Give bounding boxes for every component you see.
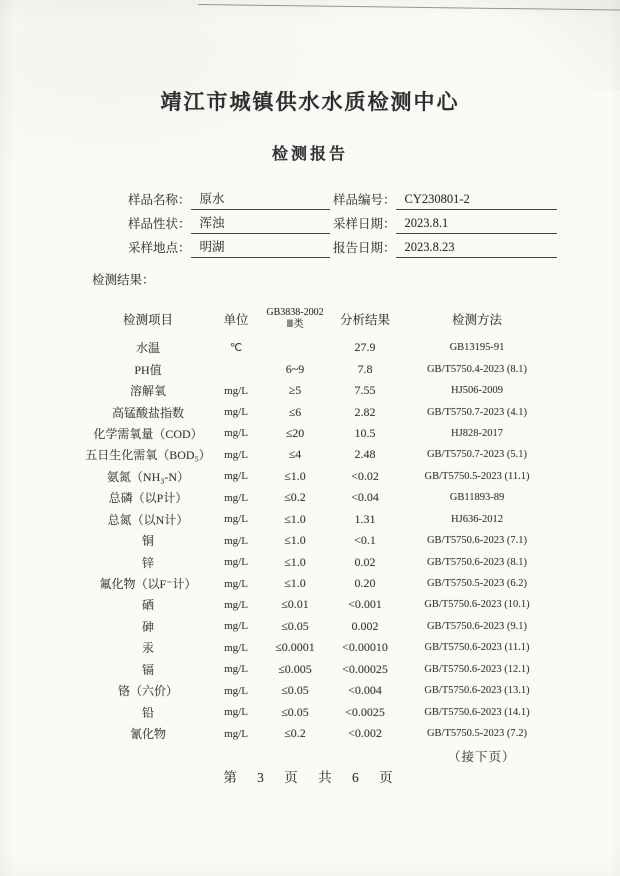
continued-note: （接下页） bbox=[448, 750, 516, 764]
cell-item: 总磷（以P计） bbox=[108, 491, 188, 506]
cell-result: <0.002 bbox=[348, 726, 382, 741]
cell-standard-limit: ≤1.0 bbox=[284, 533, 306, 548]
cell-standard-limit: ≤6 bbox=[288, 404, 302, 419]
cell-result: <0.04 bbox=[351, 490, 379, 505]
cell-item: 化学需氧量（COD） bbox=[93, 426, 203, 441]
cell-result: 7.55 bbox=[354, 383, 376, 398]
cell-result: 2.48 bbox=[354, 447, 376, 462]
table-row bbox=[78, 551, 560, 572]
cell-result: 1.31 bbox=[354, 511, 376, 526]
field-report-date bbox=[333, 234, 557, 258]
field-label: 采样日期： bbox=[333, 217, 396, 231]
cell-method: HJ636-2012 bbox=[451, 513, 503, 525]
field-value: 浑浊 bbox=[191, 213, 330, 234]
cell-item: 铬（六价） bbox=[117, 684, 178, 699]
cell-standard-limit: 6~9 bbox=[285, 361, 305, 376]
cell-unit: mg/L bbox=[224, 598, 248, 611]
table-row bbox=[78, 701, 560, 722]
cell-unit: ℃ bbox=[229, 342, 243, 355]
cell-unit: mg/L bbox=[224, 620, 248, 633]
cell-item: 高锰酸盐指数 bbox=[111, 405, 184, 420]
results-section-label: 检测结果： bbox=[92, 273, 155, 287]
header-standard-line2: Ⅲ类 bbox=[286, 318, 304, 330]
cell-standard-limit: ≤4 bbox=[288, 447, 302, 462]
cell-result: 27.9 bbox=[354, 340, 376, 355]
cell-result: 10.5 bbox=[354, 425, 376, 440]
cell-method: GB/T5750.7-2023 (4.1) bbox=[426, 406, 528, 418]
cell-method: GB/T5750.5-2023 (11.1) bbox=[424, 470, 530, 482]
cell-standard-limit: ≤0.05 bbox=[281, 704, 309, 719]
cell-unit: mg/L bbox=[224, 448, 248, 461]
field-sample-number bbox=[333, 186, 557, 210]
cell-result: <0.1 bbox=[354, 533, 376, 548]
field-value: 原水 bbox=[191, 189, 330, 210]
cell-item: 砷 bbox=[141, 619, 154, 634]
cell-unit: mg/L bbox=[224, 406, 248, 419]
cell-item: 水温 bbox=[135, 341, 160, 356]
cell-unit: mg/L bbox=[224, 684, 248, 697]
cell-standard-limit: ≤0.05 bbox=[281, 618, 309, 633]
cell-item: PH值 bbox=[134, 362, 162, 377]
table-row bbox=[78, 423, 560, 444]
cell-method: GB/T5750.4-2023 (8.1) bbox=[426, 363, 528, 375]
cell-unit: mg/L bbox=[224, 727, 248, 740]
cell-method: GB/T5750.6-2023 (13.1) bbox=[424, 685, 530, 697]
table-row bbox=[78, 444, 560, 465]
cell-standard-limit: ≤0.0001 bbox=[275, 640, 315, 655]
table-row bbox=[78, 659, 560, 680]
cell-result: <0.00010 bbox=[342, 640, 388, 655]
cell-standard-limit: ≤1.0 bbox=[284, 576, 306, 591]
cell-item: 溶解氧 bbox=[129, 384, 166, 399]
field-label: 采样地点： bbox=[128, 241, 191, 255]
cell-unit: mg/L bbox=[224, 513, 248, 526]
report-title: 检测报告 bbox=[271, 146, 348, 163]
cell-item: 镉 bbox=[141, 662, 154, 677]
cell-item: 总氮（以N计） bbox=[107, 512, 189, 527]
cell-method: GB/T5750.6-2023 (14.1) bbox=[424, 706, 530, 718]
cell-unit: mg/L bbox=[224, 427, 248, 440]
table-row bbox=[78, 337, 560, 358]
field-label: 样品编号： bbox=[333, 193, 396, 207]
header-method: 检测方法 bbox=[451, 312, 502, 327]
field-sampling-date bbox=[333, 210, 557, 234]
header-result: 分析结果 bbox=[339, 312, 390, 327]
table-row bbox=[78, 616, 560, 637]
page-footer: 第 3 页 共 6 页 bbox=[223, 770, 397, 785]
cell-method: GB/T5750.5-2023 (7.2) bbox=[426, 728, 528, 740]
cell-standard-limit: ≤0.05 bbox=[281, 683, 309, 698]
field-sample-condition bbox=[128, 210, 330, 234]
header-standard-line1: GB3838-2002 bbox=[266, 307, 324, 318]
cell-standard-limit: ≤1.0 bbox=[284, 511, 306, 526]
cell-standard-limit: ≤0.005 bbox=[278, 661, 312, 676]
cell-method: GB/T5750.6-2023 (11.1) bbox=[424, 642, 530, 654]
table-row bbox=[78, 530, 560, 551]
cell-result: 0.02 bbox=[354, 554, 376, 569]
cell-unit: mg/L bbox=[224, 663, 248, 676]
field-value: 明湖 bbox=[191, 237, 330, 258]
cell-method: HJ828-2017 bbox=[451, 427, 503, 439]
results-table-body bbox=[78, 337, 560, 744]
field-sample-name bbox=[128, 186, 330, 210]
cell-method: GB/T5750.6-2023 (8.1) bbox=[426, 556, 528, 568]
cell-item: 氰化物 bbox=[129, 727, 166, 742]
table-row bbox=[78, 573, 560, 594]
cell-unit: mg/L bbox=[224, 556, 248, 569]
cell-item: 五日生化需氧（BOD₅） bbox=[85, 448, 211, 463]
table-row bbox=[78, 723, 560, 744]
cell-standard-limit: ≤0.01 bbox=[281, 597, 309, 612]
table-row bbox=[78, 680, 560, 701]
cell-unit: mg/L bbox=[224, 706, 248, 719]
cell-standard-limit: ≤0.2 bbox=[284, 490, 306, 505]
cell-result: <0.00025 bbox=[342, 661, 388, 676]
table-row bbox=[78, 594, 560, 615]
field-value: 2023.8.23 bbox=[396, 240, 557, 258]
cell-result: 7.8 bbox=[357, 361, 373, 376]
cell-standard-limit: ≤1.0 bbox=[284, 554, 306, 569]
cell-result: <0.0025 bbox=[345, 704, 385, 719]
cell-unit: mg/L bbox=[224, 641, 248, 654]
cell-unit: mg/L bbox=[224, 470, 248, 483]
table-row bbox=[78, 637, 560, 658]
cell-method: GB/T5750.7-2023 (5.1) bbox=[426, 449, 528, 461]
sample-info bbox=[128, 186, 558, 258]
cell-result: 0.20 bbox=[354, 576, 376, 591]
cell-method: GB/T5750.6-2023 (7.1) bbox=[426, 535, 528, 547]
cell-method: GB/T5750.6-2023 (12.1) bbox=[424, 663, 530, 675]
cell-result: 0.002 bbox=[351, 618, 379, 633]
cell-standard-limit: ≤1.0 bbox=[284, 468, 306, 483]
cell-unit: mg/L bbox=[224, 577, 248, 590]
sample-info-row bbox=[128, 210, 558, 234]
table-row bbox=[78, 380, 560, 401]
cell-method: GB/T5750.6-2023 (9.1) bbox=[426, 620, 528, 632]
org-title: 靖江市城镇供水水质检测中心 bbox=[160, 90, 460, 114]
field-label: 样品性状： bbox=[128, 217, 191, 231]
results-table bbox=[78, 300, 560, 744]
cell-item: 硒 bbox=[141, 598, 154, 613]
paper-corner-shade bbox=[430, 0, 620, 90]
cell-result: <0.004 bbox=[348, 683, 382, 698]
cell-item: 铅 bbox=[141, 705, 154, 720]
header-unit: 单位 bbox=[223, 312, 249, 327]
cell-item: 铜 bbox=[141, 534, 154, 549]
cell-method: GB13195-91 bbox=[449, 342, 505, 354]
table-row bbox=[78, 487, 560, 508]
field-value: 2023.8.1 bbox=[396, 216, 557, 234]
table-row bbox=[78, 358, 560, 379]
sample-info-row bbox=[128, 234, 558, 258]
sample-info-row bbox=[128, 186, 558, 210]
table-row bbox=[78, 401, 560, 422]
cell-item: 锌 bbox=[141, 555, 154, 570]
table-header-row bbox=[78, 300, 560, 337]
field-label: 报告日期： bbox=[333, 241, 396, 255]
header-standard bbox=[254, 307, 336, 330]
cell-method: GB/T5750.5-2023 (6.2) bbox=[426, 578, 528, 590]
cell-method: GB/T5750.6-2023 (10.1) bbox=[424, 599, 530, 611]
cell-item: 氨氮（NH₃-N） bbox=[106, 469, 190, 484]
cell-unit: mg/L bbox=[224, 534, 248, 547]
cell-standard-limit: ≤20 bbox=[285, 425, 305, 440]
cell-result: <0.02 bbox=[351, 468, 379, 483]
field-value: CY230801-2 bbox=[396, 192, 557, 210]
cell-unit: mg/L bbox=[224, 384, 248, 397]
table-row bbox=[78, 509, 560, 530]
cell-unit: mg/L bbox=[224, 491, 248, 504]
cell-method: HJ506-2009 bbox=[451, 385, 503, 397]
cell-standard-limit: ≥5 bbox=[288, 383, 302, 398]
cell-standard-limit: ≤0.2 bbox=[284, 726, 306, 741]
cell-item: 汞 bbox=[141, 641, 154, 656]
cell-result: 2.82 bbox=[354, 404, 376, 419]
header-item: 检测项目 bbox=[122, 312, 173, 327]
table-row bbox=[78, 466, 560, 487]
field-label: 样品名称： bbox=[128, 193, 191, 207]
field-sampling-location bbox=[128, 234, 330, 258]
cell-item: 氟化物（以F⁻计） bbox=[99, 577, 197, 592]
cell-method: GB11893-89 bbox=[449, 492, 505, 504]
cell-result: <0.001 bbox=[348, 597, 382, 612]
